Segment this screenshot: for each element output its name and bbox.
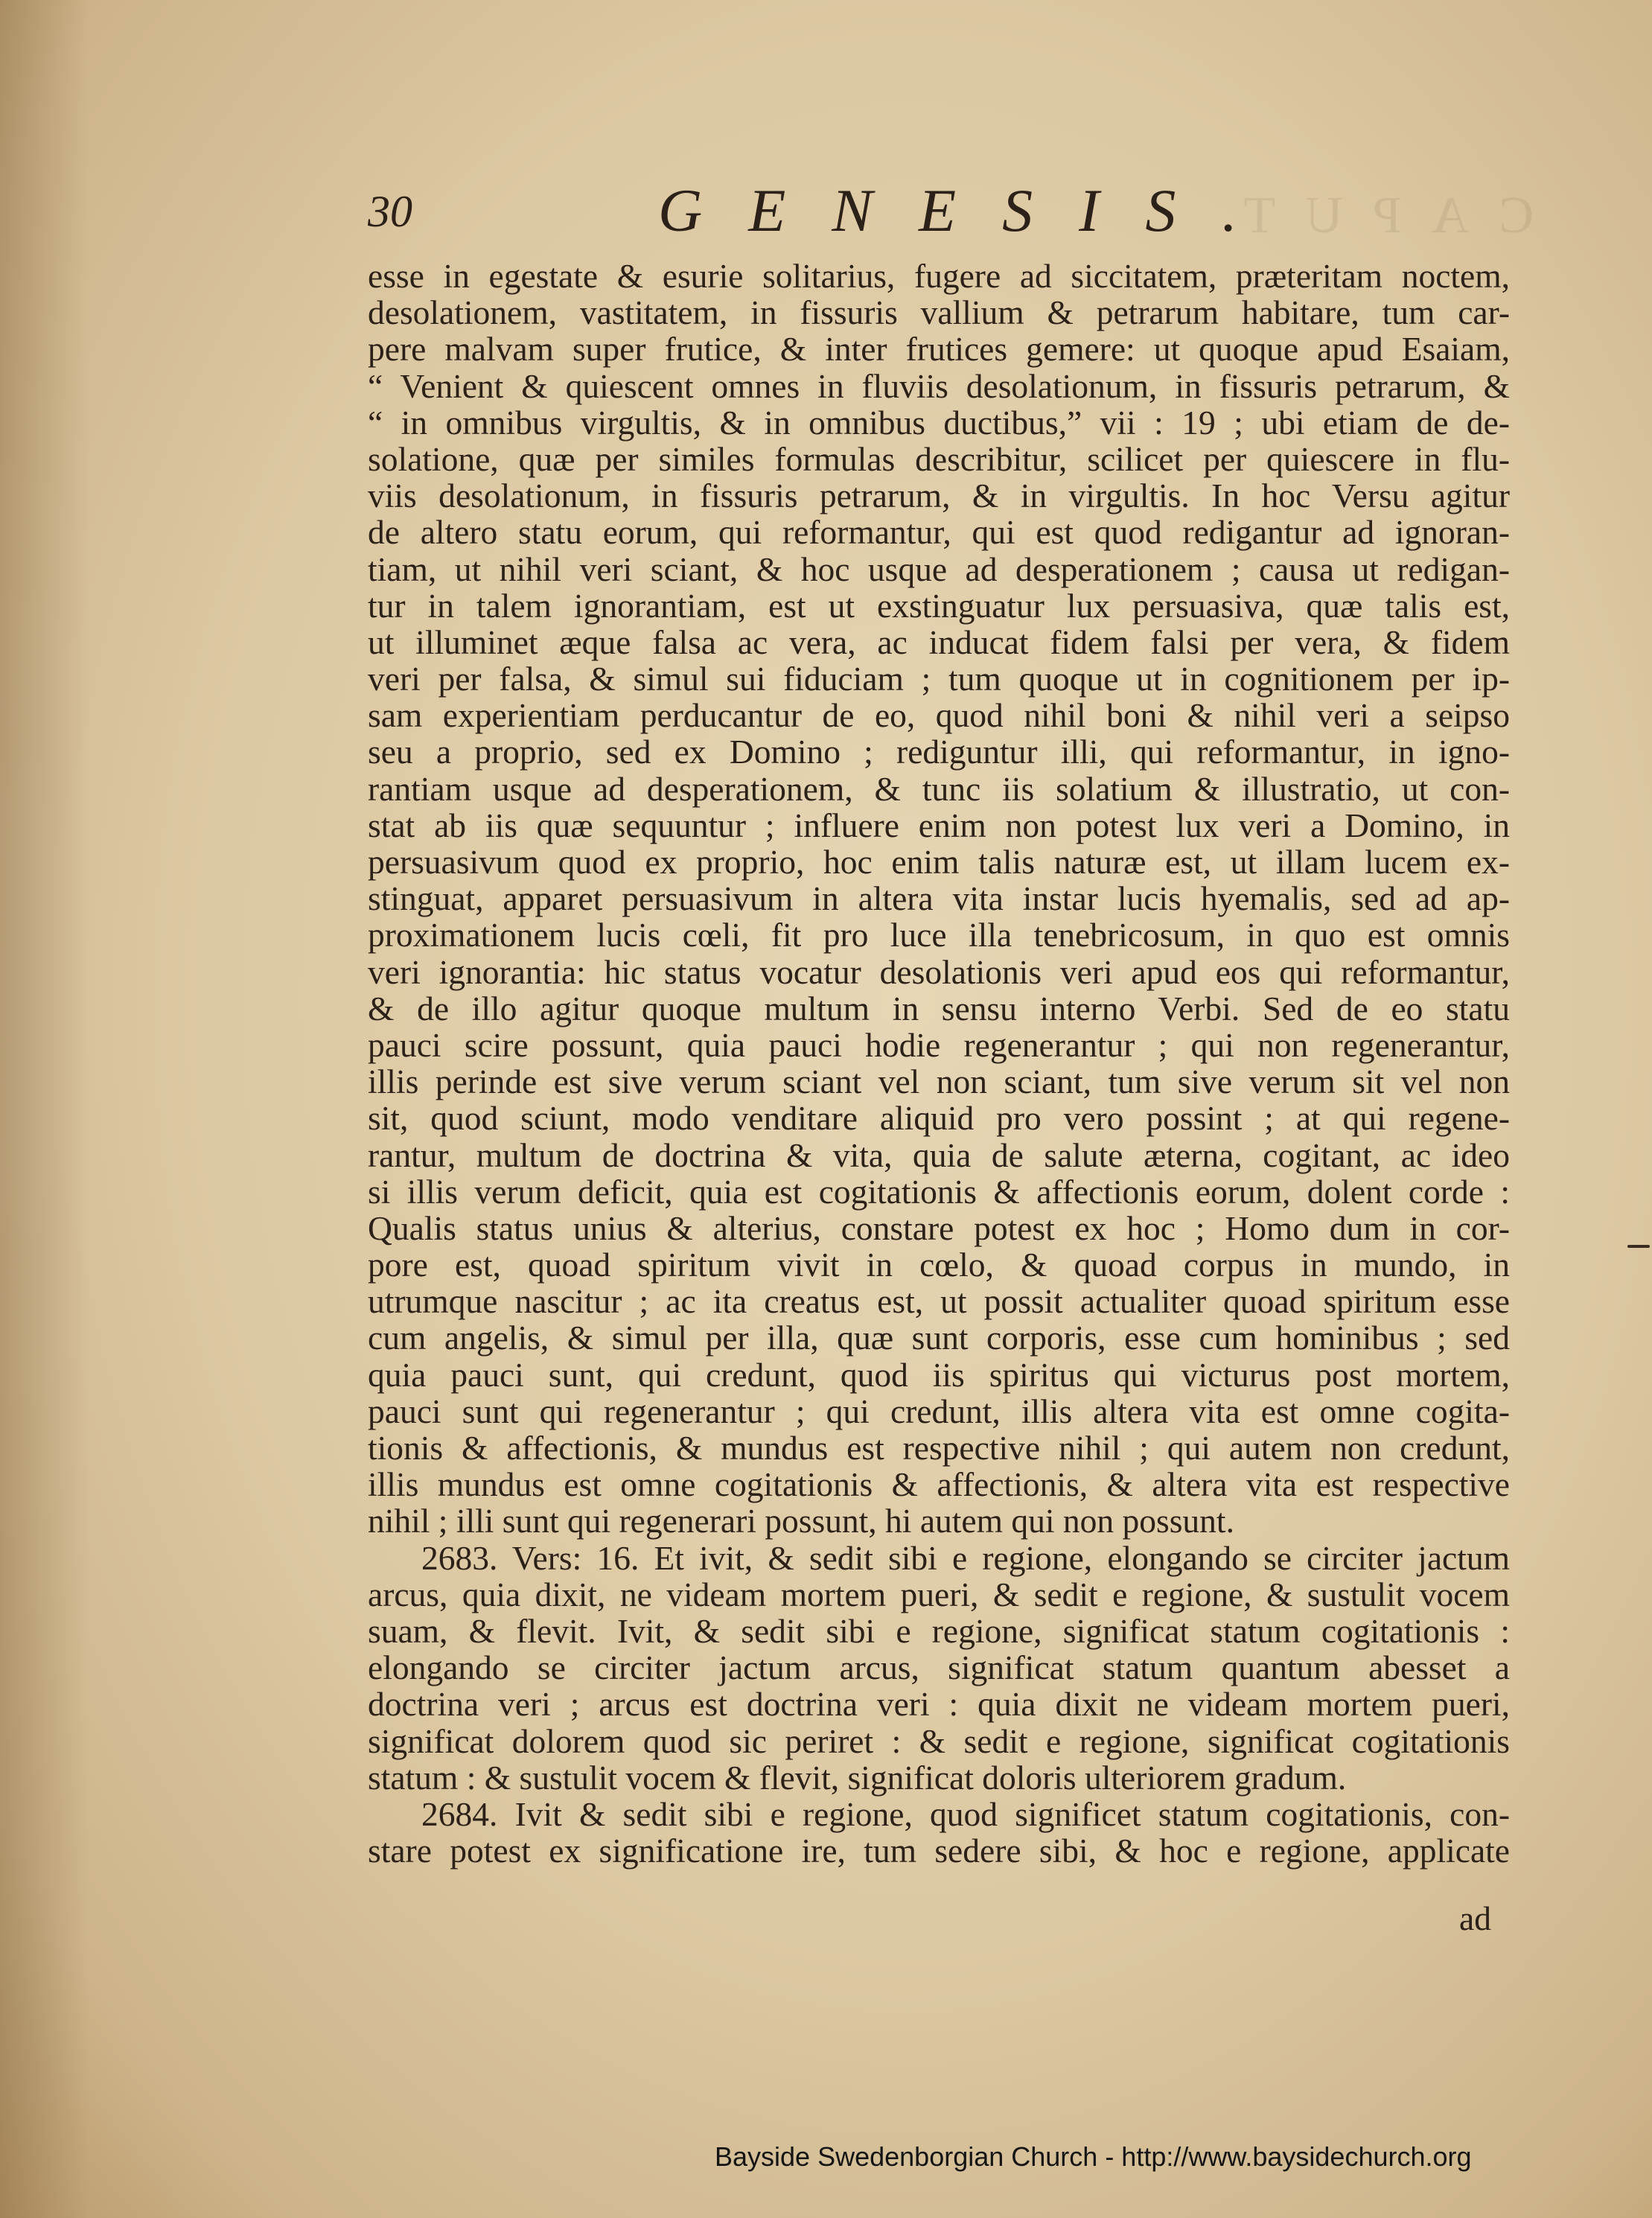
text-line: veri ignorantia: hic status vocatur desolationis veri apud eos qui reformantur, [368, 952, 1510, 991]
text-line: si illis verum deficit, quia est cogitationis & affectionis eorum, dolent corde : [368, 1172, 1510, 1211]
text-line: solatione, quæ per similes formulas describitur, scilicet per quiescere in flu- [368, 439, 1510, 478]
text-line: Qualis status unius & alterius, constare potest ex hoc ; Homo dum in cor- [368, 1208, 1510, 1247]
text-line: & de illo agitur quoque multum in sensu interno Verbi. Sed de eo statu [368, 989, 1510, 1027]
text-line: rantur, multum de doctrina & vita, quia de salute æterna, cogitant, ac ideo [368, 1135, 1510, 1174]
text-line: ut illuminet æque falsa ac vera, ac inducat fidem falsi per vera, & fidem [368, 622, 1510, 661]
paragraph-2683-start: 2683. Vers: 16. Et ivit, & sedit sibi e regione, elongando se circiter jactum [421, 1538, 1510, 1577]
text-line: tur in talem ignorantiam, est ut exstinguatur lux persuasiva, quæ talis est, [368, 586, 1510, 625]
text-line: illis mundus est omne cogitationis & affectionis, & altera vita est respective [368, 1465, 1510, 1504]
text-line: pauci scire possunt, quia pauci hodie regenerantur ; qui non regenerantur, [368, 1025, 1510, 1064]
text-line: utrumque nascitur ; ac ita creatus est, ut possit actualiter quoad spiritum esse [368, 1282, 1510, 1321]
text-line: tiam, ut nihil veri sciant, & hoc usque ad desperationem ; causa ut redigan- [368, 549, 1510, 588]
text-line: significat dolorem quod sic periret : & sedit e regione, significat cogitationis [368, 1721, 1510, 1760]
text-line: “ Venient & quiescent omnes in fluviis desolationum, in fissuris petrarum, & [368, 366, 1510, 405]
page-number: 30 [368, 187, 412, 236]
text-line: persuasivum quod ex proprio, hoc enim talis naturæ est, ut illam lucem ex- [368, 843, 1510, 881]
text-line: stare potest ex significatione ire, tum sedere sibi, & hoc e regione, applicate [368, 1832, 1510, 1870]
watermark-caption: Bayside Swedenborgian Church - http://www.baysidechurch.org [715, 2141, 1472, 2172]
text-line: viis desolationum, in fissuris petrarum, & in virgultis. In hoc Versu agitur [368, 477, 1510, 515]
text-line: “ in omnibus virgultis, & in omnibus ductibus,” vii : 19 ; ubi etiam de de- [368, 403, 1510, 442]
text-line: elongando se circiter jactum arcus, significat statum quantum abesset a [368, 1648, 1510, 1687]
spine-shadow [0, 0, 89, 2218]
text-line: esse in egestate & esurie solitarius, fugere ad siccitatem, præteritam noctem, [368, 257, 1510, 295]
text-line: seu a proprio, sed ex Domino ; rediguntur illi, qui reformantur, in igno- [368, 733, 1510, 771]
margin-mark [1627, 1245, 1650, 1248]
text-line: proximationem lucis cœli, fit pro luce illa tenebricosum, in quo est omnis [368, 916, 1510, 955]
text-line: stinguat, apparet persuasivum in altera vita instar lucis hyemalis, sed ad ap- [368, 879, 1510, 918]
text-line: doctrina veri ; arcus est doctrina veri : quia dixit ne videam mortem pueri, [368, 1685, 1510, 1724]
text-line: pere malvam super frutice, & inter frutices gemere: ut quoque apud Esaiam, [368, 330, 1510, 369]
text-line: nihil ; illi sunt qui regenerari possunt, hi autem qui non possunt. [368, 1502, 1234, 1540]
text-line: pauci sunt qui regenerantur ; qui credunt, illis altera vita est omne cogita- [368, 1392, 1510, 1430]
page-header [368, 176, 1499, 258]
text-line: de altero statu eorum, qui reformantur, qui est quod redigantur ad ignoran- [368, 513, 1510, 552]
text-line: cum angelis, & simul per illa, quæ sunt corporis, esse cum hominibus ; sed [368, 1319, 1510, 1357]
text-line: pore est, quoad spiritum vivit in cœlo, & quoad corpus in mundo, in [368, 1246, 1510, 1284]
text-line: stat ab iis quæ sequuntur ; influere enim non potest lux veri a Domino, in [368, 806, 1510, 844]
text-line: desolationem, vastitatem, in fissuris vallium & petrarum habitare, tum car- [368, 293, 1510, 332]
text-line: sam experientiam perducantur de eo, quod nihil boni & nihil veri a seipso [368, 696, 1510, 735]
running-title: GENESIS. [658, 176, 1283, 244]
paragraph-2684-start: 2684. Ivit & sedit sibi e regione, quod significet statum cogitationis, con- [421, 1794, 1510, 1833]
text-line: arcus, quia dixit, ne videam mortem pueri, & sedit e regione, & sustulit vocem [368, 1575, 1510, 1613]
text-line: sit, quod sciunt, modo venditare aliquid pro vero possint ; at qui regene- [368, 1099, 1510, 1138]
show-through-bleed: CAPUT [1214, 187, 1534, 244]
text-line: statum : & sustulit vocem & flevit, significat doloris ulteriorem gradum. [368, 1758, 1347, 1797]
text-line: quia pauci sunt, qui credunt, quod iis spiritus qui victurus post mortem, [368, 1355, 1510, 1394]
text-line: rantiam usque ad desperationem, & tunc iis solatium & illustratio, ut con- [368, 769, 1510, 808]
text-line: illis perinde est sive verum sciant vel non sciant, tum sive verum sit vel non [368, 1062, 1510, 1101]
body-text [368, 258, 1510, 1869]
catchword: ad [1459, 1899, 1491, 1937]
text-line: tionis & affectionis, & mundus est respective nihil ; qui autem non credunt, [368, 1429, 1510, 1467]
text-line: suam, & flevit. Ivit, & sedit sibi e regione, significat statum cogitationis : [368, 1611, 1510, 1650]
text-line: veri per falsa, & simul sui fiduciam ; tum quoque ut in cognitionem per ip- [368, 660, 1510, 698]
